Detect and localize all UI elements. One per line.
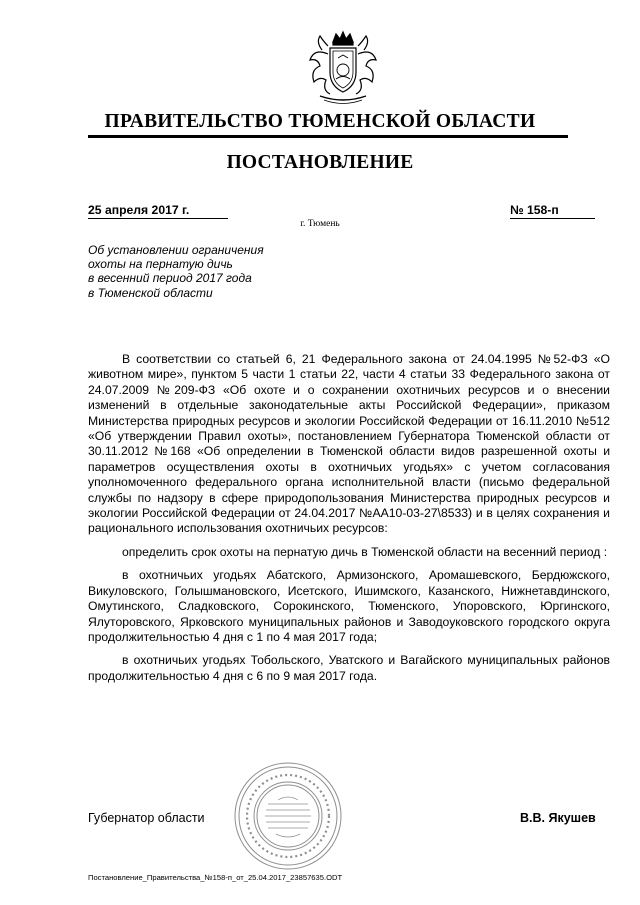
- government-title: ПРАВИТЕЛЬСТВО ТЮМЕНСКОЙ ОБЛАСТИ: [104, 111, 536, 132]
- document-body: [88, 352, 610, 684]
- subject-line: Об установлении ограничения: [88, 243, 264, 257]
- official-seal-stamp: [232, 760, 344, 872]
- body-paragraph: определить срок охоты на пернатую дичь в Тюменской области на весенний период :: [122, 544, 608, 559]
- body-paragraph: в охотничьих угодьях Абатского, Армизонского, Аромашевского, Бердюжского, Викуловского, Голышмановского, Исетского, Ишимского, Казанского, Нижнетавдинского, Омутинского, Сладковского, Сорокинского, Тюменского, Упоровского, Юргинского, Ялуторовского, Ярковского муниципальных районов и Заводоуковского городского округа продолжительностью 4 дня с 1 по 4 мая 2017 года;: [88, 568, 610, 644]
- document-date: 25 апреля 2017 г.: [88, 203, 228, 219]
- document-subject: [88, 243, 348, 300]
- document-city: г. Тюмень: [300, 219, 340, 229]
- subject-line: в Тюменской области: [88, 285, 213, 300]
- signer-role: Губернатор области: [88, 811, 205, 825]
- body-paragraph: В соответствии со статьей 6, 21 Федерального закона от 24.04.1995 №52-ФЗ «О животном мире», пунктом 5 части 1 статьи 22, части 4 статьи 33 Федерального закона от 24.07.2009 №209-ФЗ «Об охоте и о сохранении охотничьих ресурсов и о внесении изменений в отдельные законодательные акты Российской Федерации», приказом Министерства природных ресурсов и экологии Российской Федерации от 16.11.2010 №512 «Об утверждении Правил охоты», постановлением Губернатора Тюменской области от 30.11.2012 №168 «Об определении в Тюменской области видов разрешенной охоты и параметров осуществления охоты в охотничьих угодьях» с учетом согласования уполномоченного федерального органа исполнительной власти (письмо федеральной службы по надзору в сфере природопользования Министерства природных ресурсов и экологии Российской Федерации от 24.04.2017 №АА10-03-27\8533) и в целях сохранения и рационального использования охотничьих ресурсов:: [88, 352, 610, 536]
- body-paragraph: в охотничьих угодьях Тобольского, Уватского и Вагайского муниципальных районов продолжительностью 4 дня с 6 по 9 мая 2017 года.: [88, 653, 610, 683]
- subject-line: охоты на пернатую дичь: [88, 257, 233, 272]
- signer-name: В.В. Якушев: [520, 811, 596, 825]
- title-underline: [88, 135, 568, 138]
- document-type-title: ПОСТАНОВЛЕНИЕ: [226, 152, 414, 173]
- footer-filename: Постановление_Правительства_№158-п_от_25.04.2017_23857635.ODT: [88, 873, 343, 882]
- document-number: № 158-п: [510, 203, 595, 219]
- subject-line: в весенний период 2017 года: [88, 271, 252, 286]
- coat-of-arms-emblem: [300, 28, 386, 106]
